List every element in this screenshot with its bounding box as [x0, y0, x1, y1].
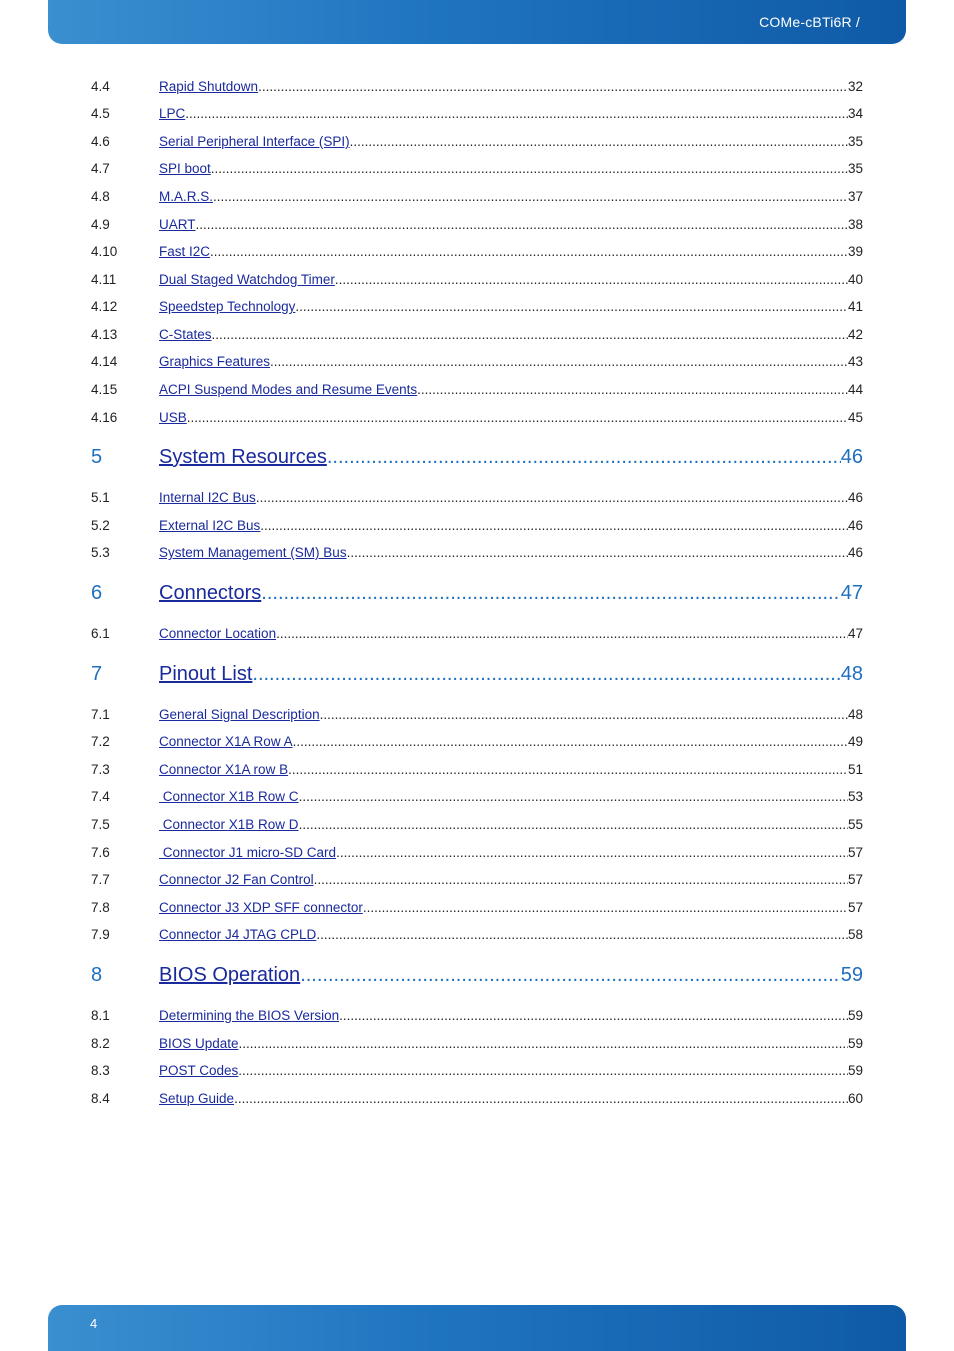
dot-leader: [327, 446, 841, 469]
dot-leader: [210, 244, 848, 259]
toc-link[interactable]: System Management (SM) Bus: [159, 545, 347, 560]
toc-link[interactable]: C-States: [159, 327, 212, 342]
toc-page-number[interactable]: 46: [847, 545, 863, 560]
toc-page-number[interactable]: 58: [847, 927, 863, 942]
toc-number: 4.8: [91, 189, 110, 204]
toc-number: 5.3: [91, 545, 110, 560]
toc-page-number[interactable]: 59: [847, 1036, 863, 1051]
dot-leader: [350, 134, 848, 149]
toc-entry: [159, 927, 863, 942]
toc-page-number[interactable]: 46: [847, 518, 863, 533]
toc-link[interactable]: USB: [159, 410, 187, 425]
toc-entry: [159, 161, 863, 176]
toc-page-number[interactable]: 38: [847, 217, 863, 232]
toc-number: 4.5: [91, 106, 110, 121]
toc-entry: [159, 964, 863, 987]
toc-number: 4.9: [91, 217, 110, 232]
toc-entry: [159, 734, 863, 749]
toc-entry: [159, 1008, 863, 1023]
dot-leader: [185, 106, 848, 121]
toc-page-number[interactable]: 45: [847, 410, 863, 425]
toc-page-number[interactable]: 60: [847, 1091, 863, 1106]
dot-leader: [347, 545, 848, 560]
toc-page-number[interactable]: 53: [847, 789, 863, 804]
toc-link[interactable]: Connector X1A Row A: [159, 734, 293, 749]
toc-link[interactable]: Serial Peripheral Interface (SPI): [159, 134, 350, 149]
dot-leader: [196, 217, 848, 232]
toc-page-number[interactable]: 59: [840, 964, 863, 986]
page-number: 4: [90, 1316, 98, 1331]
dot-leader: [320, 707, 848, 722]
toc-entry: [159, 382, 863, 397]
toc-number: 7.1: [91, 707, 110, 722]
dot-leader: [314, 872, 848, 887]
toc-link[interactable]: M.A.R.S.: [159, 189, 214, 204]
toc-entry: [159, 217, 863, 232]
toc-link[interactable]: SPI boot: [159, 161, 211, 176]
toc-number: 5.2: [91, 518, 110, 533]
toc-page-number[interactable]: 34: [847, 106, 863, 121]
toc-page-number[interactable]: 51: [847, 762, 863, 777]
toc-page-number[interactable]: 57: [847, 872, 863, 887]
toc-number: 8.1: [91, 1008, 110, 1023]
toc-page-number[interactable]: 47: [847, 626, 863, 641]
toc-page-number[interactable]: 43: [847, 354, 863, 369]
toc-number: 6: [91, 582, 103, 604]
toc-page-number[interactable]: 57: [847, 900, 863, 915]
dot-leader: [299, 789, 848, 804]
dot-leader: [258, 79, 848, 94]
toc-link[interactable]: Determining the BIOS Version: [159, 1008, 340, 1023]
toc-number: 4.14: [91, 354, 118, 369]
toc-number: 6.1: [91, 626, 110, 641]
toc-link[interactable]: Connector Location: [159, 626, 277, 641]
toc-number: 4.11: [91, 272, 117, 287]
dot-leader: [417, 382, 848, 397]
toc-number: 7.8: [91, 900, 110, 915]
toc-link[interactable]: POST Codes: [159, 1063, 239, 1078]
toc-link[interactable]: Connector J4 JTAG CPLD: [159, 927, 317, 942]
toc-entry: [159, 789, 863, 804]
toc-entry: [159, 106, 863, 121]
dot-leader: [211, 161, 848, 176]
toc-number: 7.4: [91, 789, 110, 804]
toc-entry: [159, 900, 863, 915]
toc-link[interactable]: BIOS Update: [159, 1036, 239, 1051]
dot-leader: [300, 964, 841, 987]
dot-leader: [295, 299, 848, 314]
toc-link[interactable]: Dual Staged Watchdog Timer: [159, 272, 335, 287]
toc-entry: [159, 272, 863, 287]
toc-link[interactable]: Speedstep Technology: [159, 299, 296, 314]
toc-entry: [159, 410, 863, 425]
toc-number: 4.13: [91, 327, 118, 342]
dot-leader: [238, 1063, 848, 1078]
toc-page-number[interactable]: 32: [847, 79, 863, 94]
toc-link[interactable]: Fast I2C: [159, 244, 211, 259]
toc-link[interactable]: System Resources: [159, 446, 327, 468]
toc-link[interactable]: Connector J2 Fan Control: [159, 872, 314, 887]
dot-leader: [288, 762, 848, 777]
toc-number: 7.7: [91, 872, 110, 887]
toc-link[interactable]: BIOS Operation: [159, 964, 301, 986]
toc-number: 5.1: [91, 490, 110, 505]
toc-link[interactable]: Rapid Shutdown: [159, 79, 259, 94]
toc-link[interactable]: Graphics Features: [159, 354, 271, 369]
dot-leader: [261, 582, 840, 605]
dot-leader: [239, 1036, 848, 1051]
toc-link[interactable]: Connectors: [159, 582, 262, 604]
toc-link[interactable]: Connector X1B Row C: [159, 789, 299, 804]
toc-page-number[interactable]: 57: [847, 845, 863, 860]
toc-entry: [159, 707, 863, 722]
toc-number: 4.12: [91, 299, 118, 314]
toc-entry: [159, 872, 863, 887]
dot-leader: [270, 354, 848, 369]
toc-number: 7.5: [91, 817, 110, 832]
toc-number: 7.3: [91, 762, 110, 777]
toc-number: 4.16: [91, 410, 118, 425]
dot-leader: [252, 663, 840, 686]
header-band: [48, 0, 906, 44]
dot-leader: [336, 845, 848, 860]
toc-entry: [159, 626, 863, 641]
toc-entry: [159, 518, 863, 533]
toc-entry: [159, 817, 863, 832]
toc-entry: [159, 545, 863, 560]
toc-page-number[interactable]: 46: [847, 490, 863, 505]
dot-leader: [234, 1091, 848, 1106]
dot-leader: [363, 900, 848, 915]
dot-leader: [276, 626, 848, 641]
toc-number: 8.2: [91, 1036, 110, 1051]
toc-page-number[interactable]: 46: [840, 446, 863, 468]
toc-entry: [159, 762, 863, 777]
toc-number: 4.4: [91, 79, 110, 94]
dot-leader: [187, 410, 848, 425]
toc-number: 4.10: [91, 244, 118, 259]
toc-number: 7.2: [91, 734, 110, 749]
toc-number: 4.6: [91, 134, 110, 149]
toc-entry: [159, 1036, 863, 1051]
toc-entry: [159, 490, 863, 505]
toc-number: 4.15: [91, 382, 118, 397]
footer-band: [48, 1305, 906, 1351]
toc-page-number[interactable]: 35: [847, 161, 863, 176]
toc-page-number[interactable]: 37: [847, 189, 863, 204]
toc-entry: [159, 189, 863, 204]
toc-link[interactable]: UART: [159, 217, 196, 232]
toc-number: 5: [91, 446, 103, 468]
toc-link[interactable]: Connector J3 XDP SFF connector: [159, 900, 363, 915]
toc-number: 8.3: [91, 1063, 110, 1078]
toc-entry: [159, 354, 863, 369]
dot-leader: [256, 490, 848, 505]
dot-leader: [299, 817, 848, 832]
toc-link[interactable]: Connector X1B Row D: [159, 817, 299, 832]
toc-link[interactable]: Pinout List: [159, 663, 253, 685]
toc-link[interactable]: External I2C Bus: [159, 518, 261, 533]
dot-leader: [213, 189, 848, 204]
toc-page-number[interactable]: 47: [840, 582, 863, 604]
toc-page-number[interactable]: 40: [847, 272, 863, 287]
toc-number: 8.4: [91, 1091, 110, 1106]
toc-number: 7.6: [91, 845, 110, 860]
toc-entry: [159, 446, 863, 469]
dot-leader: [316, 927, 848, 942]
toc-entry: [159, 582, 863, 605]
dot-leader: [212, 327, 848, 342]
toc-entry: [159, 134, 863, 149]
toc-entry: [159, 845, 863, 860]
toc-link[interactable]: LPC: [159, 106, 186, 121]
toc-entry: [159, 1063, 863, 1078]
dot-leader: [335, 272, 848, 287]
toc-page-number[interactable]: 59: [847, 1063, 863, 1078]
document-title: COMe-cBTi6R /: [759, 14, 860, 30]
toc-number: 7: [91, 663, 103, 685]
toc-page-number[interactable]: 55: [847, 817, 863, 832]
toc-entry: [159, 79, 863, 94]
toc-link[interactable]: Connector X1A row B: [159, 762, 289, 777]
toc-number: 7.9: [91, 927, 110, 942]
dot-leader: [339, 1008, 848, 1023]
toc-entry: [159, 244, 863, 259]
toc-number: 4.7: [91, 161, 110, 176]
toc-page-number[interactable]: 42: [847, 327, 863, 342]
toc-page-number[interactable]: 49: [847, 734, 863, 749]
toc-page-number[interactable]: 41: [847, 299, 863, 314]
toc-entry: [159, 327, 863, 342]
toc-link[interactable]: Setup Guide: [159, 1091, 235, 1106]
dot-leader: [260, 518, 848, 533]
toc-page-number[interactable]: 59: [847, 1008, 863, 1023]
toc-link[interactable]: General Signal Description: [159, 707, 320, 722]
toc-entry: [159, 663, 863, 686]
dot-leader: [293, 734, 848, 749]
toc-entry: [159, 1091, 863, 1106]
toc-page-number[interactable]: 39: [847, 244, 863, 259]
toc-link[interactable]: Internal I2C Bus: [159, 490, 256, 505]
toc-link[interactable]: ACPI Suspend Modes and Resume Events: [159, 382, 418, 397]
toc-entry: [159, 299, 863, 314]
toc-page-number[interactable]: 35: [847, 134, 863, 149]
toc-page-number[interactable]: 44: [847, 382, 863, 397]
toc-page-number[interactable]: 48: [847, 707, 863, 722]
toc-link[interactable]: Connector J1 micro-SD Card: [159, 845, 337, 860]
toc-number: 8: [91, 964, 103, 986]
toc-page-number[interactable]: 48: [840, 663, 863, 685]
